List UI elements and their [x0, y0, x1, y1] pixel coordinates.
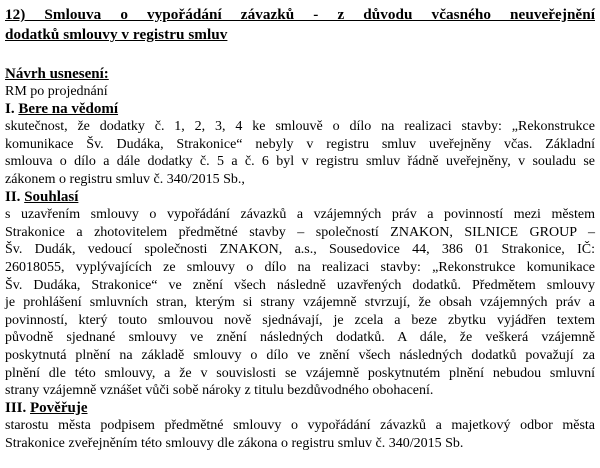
- body-line: původně sjednané smlouvy ve znění následných dodatků. A dále, že veškerá vzájemně: [5, 330, 595, 346]
- section-number: I.: [5, 100, 15, 117]
- body-line: skutečnost, že dodatky č. 1, 2, 3, 4 ke smlouvě o dílo na realizaci stavby: „Rekonstrukce: [5, 119, 595, 135]
- title-line: 12) Smlouva o vypořádání závazků - z důvodu včasného neuveřejnění: [5, 6, 595, 23]
- body-line: s uzavřením smlouvy o vypořádání závazků a vzájemných práv a povinností mezi městem: [5, 207, 595, 223]
- section-label: Souhlasí: [24, 188, 79, 205]
- section-body: [5, 118, 595, 188]
- body-line: plnění dle této smlouvy, a že v souvislosti se vzájemně poskytnutém plnění nebudou smluvní: [5, 365, 595, 381]
- title-line: dodatků smlouvy v registru smluv: [5, 26, 228, 43]
- body-line: Strakonice a zhotovitelem předmětné stavby – společností ZNAKON, SILNICE GROUP –: [5, 224, 595, 240]
- body-line: smlouva o dílo a dále dodatky č. 5 a č. 6 byl v registru smluv řádně uveřejněny, v souladu se: [5, 154, 595, 170]
- section-body: [5, 417, 595, 452]
- section-number: II.: [5, 188, 21, 205]
- section-heading: [5, 400, 595, 418]
- body-line: Šv. Dudáka, Strakonice“ ve znění všech následně uzavřených dodatků. Předmětem smlouvy: [5, 277, 595, 293]
- body-line: poskytnutá plnění na základě smlouvy o dílo ve znění všech následných dodatků považují za: [5, 347, 595, 363]
- body-line: Strakonice zveřejněním této smlouvy dle zákona o registru smluv č. 340/2015 Sb.: [5, 435, 464, 451]
- section-number: III.: [5, 399, 27, 416]
- body-line: komunikace Šv. Dudáka, Strakonice“ nebyly v registru smluv uveřejněny včas. Základní: [5, 136, 595, 152]
- proposal-body: RM po projednání: [5, 84, 108, 99]
- agenda-item-title: [5, 5, 595, 45]
- section-label: Pověřuje: [30, 399, 88, 416]
- body-line: starostu města podpisem předmětné smlouvy o vypořádání závazků a majetkový odbor města: [5, 418, 595, 434]
- body-line: 26018055, vyplývajících ze smlouvy o dílo na realizaci stavby: „Rekonstrukce komunikace: [5, 259, 595, 275]
- section-body: [5, 206, 595, 400]
- section-label: Bere na vědomí: [18, 100, 119, 117]
- spacer: [5, 45, 595, 65]
- body-line: zákonem o registru smluv č. 340/2015 Sb.,: [5, 171, 245, 187]
- body-line: povinností, který touto smlouvou nově sjednávají, je zcela a beze zbytku vyjádřen textem: [5, 312, 595, 328]
- body-line: je prohlášení smluvních stran, kterým si strany vzájemně stvrzují, že obsah vzájemných práv a: [5, 295, 595, 311]
- body-line: strany vzájemně vznášet vůči sobě nároky z titulu bezdůvodného obohacení.: [5, 383, 434, 399]
- document-page: [5, 5, 595, 452]
- section-heading: [5, 101, 595, 119]
- section-heading: [5, 189, 595, 207]
- proposal-heading: Návrh usnesení:: [5, 66, 109, 82]
- body-line: Šv. Dudák, vedoucí společnosti ZNAKON, a.s., Sousedovice 44, 386 01 Strakonice, IČ:: [5, 242, 595, 258]
